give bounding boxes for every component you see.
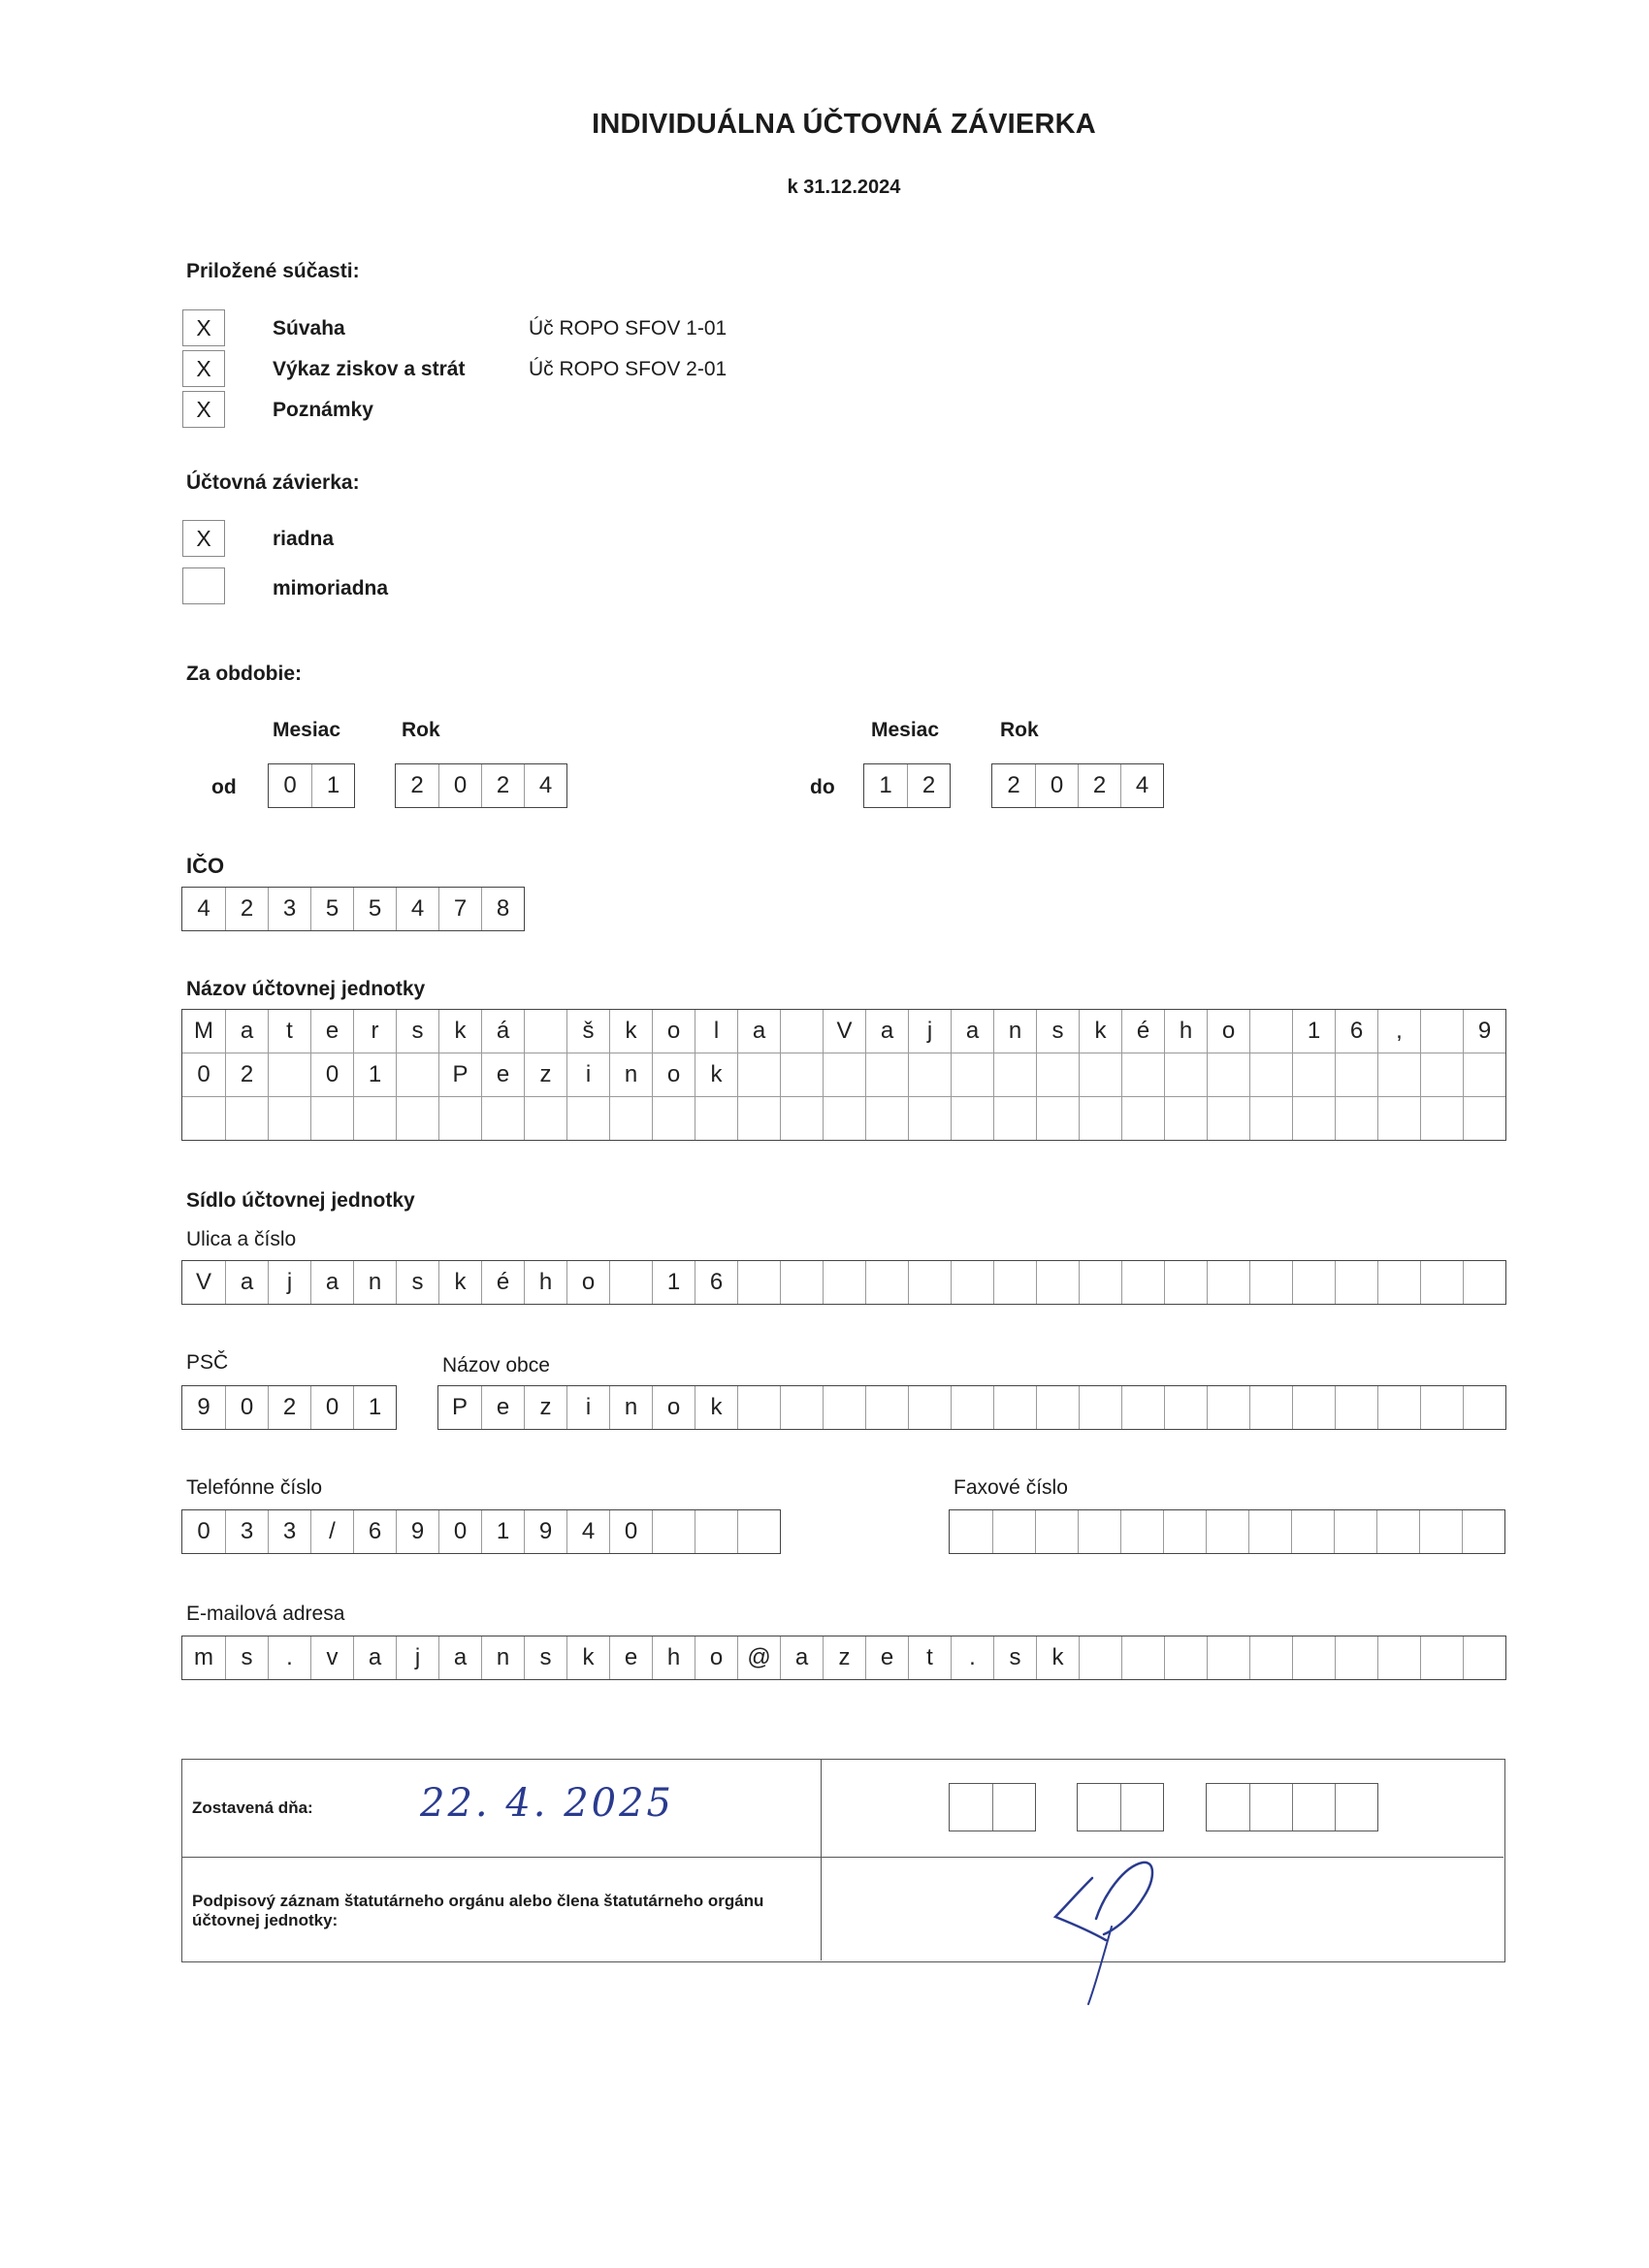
signature-divider [182, 1857, 1504, 1858]
char-cell [1463, 1636, 1505, 1679]
char-cell: @ [737, 1636, 780, 1679]
char-cell [1036, 1261, 1079, 1304]
label-mimoriadna: mimoriadna [273, 577, 389, 599]
char-cell: 3 [225, 1510, 268, 1553]
checkbox-riadna[interactable]: X [182, 520, 225, 557]
char-cell: e [310, 1010, 353, 1053]
char-cell [1079, 1261, 1121, 1304]
char-cell: k [609, 1010, 652, 1053]
char-cell: 0 [310, 1386, 353, 1429]
char-cell: 9 [1463, 1010, 1505, 1053]
char-cell [1376, 1510, 1419, 1553]
char-cell [1121, 1386, 1164, 1429]
char-cell: 8 [481, 888, 524, 930]
char-cell [1419, 1510, 1462, 1553]
char-cell: P [451, 1394, 468, 1420]
char-cell [1164, 1097, 1207, 1140]
char-cell [1335, 1053, 1377, 1096]
char-cell: . [951, 1636, 993, 1679]
char-cell [1121, 1261, 1164, 1304]
label-riadna: riadna [273, 528, 335, 550]
char-cell [1249, 1261, 1292, 1304]
char-cell: a [225, 1010, 268, 1053]
char-cell [1249, 1010, 1292, 1053]
char-cell: r [353, 1010, 396, 1053]
char-cell: 6 [1335, 1010, 1377, 1053]
char-cell [737, 1053, 780, 1096]
char-cell: 2 [481, 764, 524, 807]
char-cell [1207, 1636, 1249, 1679]
char-cell [780, 1386, 823, 1429]
char-cell: z [524, 1386, 566, 1429]
char-cell [823, 1097, 865, 1140]
char-cell [1163, 1510, 1206, 1553]
char-cell: M [194, 1018, 213, 1044]
char-cell: 0 [1035, 764, 1078, 807]
char-cell: k [438, 1261, 481, 1304]
to-month-label: Mesiac [871, 719, 940, 741]
entity-name-row [182, 1010, 1505, 1053]
char-cell [1207, 1386, 1249, 1429]
char-cell [438, 1097, 481, 1140]
date-month-boxes[interactable] [1077, 1783, 1164, 1831]
ico-label: IČO [186, 854, 225, 878]
char-cell: 0 [609, 1510, 652, 1553]
label-suvaha: Súvaha [273, 317, 345, 340]
char-cell: n [481, 1636, 524, 1679]
compiled-date-handwritten[interactable]: 22. 4. 2025 [420, 1781, 675, 1826]
char-cell: z [823, 1636, 865, 1679]
label-vykaz: Výkaz ziskov a strát [273, 358, 466, 380]
char-cell [1377, 1261, 1420, 1304]
street-input[interactable] [181, 1260, 1506, 1305]
char-cell [1121, 1097, 1164, 1140]
char-cell: 0 [197, 1061, 210, 1087]
char-cell [780, 1053, 823, 1096]
char-cell [182, 1097, 225, 1140]
char-cell [993, 1261, 1036, 1304]
char-cell: a [951, 1010, 993, 1053]
char-cell [481, 1097, 524, 1140]
char-cell [1164, 1261, 1207, 1304]
char-cell: 4 [197, 895, 210, 922]
char-cell: 1 [353, 1386, 396, 1429]
char-cell: h [1164, 1010, 1207, 1053]
char-cell: a [310, 1261, 353, 1304]
char-cell [1249, 1386, 1292, 1429]
char-cell [992, 1510, 1035, 1553]
phone-input[interactable] [181, 1509, 781, 1554]
char-cell [1335, 1636, 1377, 1679]
char-cell: 6 [695, 1261, 737, 1304]
char-cell: 2 [1078, 764, 1120, 807]
char-cell [695, 1510, 737, 1553]
char-cell [865, 1386, 908, 1429]
char-cell [823, 1386, 865, 1429]
from-label: od [211, 776, 237, 798]
char-cell [1420, 1386, 1463, 1429]
char-cell [524, 1010, 566, 1053]
char-cell [268, 1097, 310, 1140]
char-cell: 1 [652, 1261, 695, 1304]
char-cell [1079, 1097, 1121, 1140]
signature-column-divider [821, 1760, 822, 1960]
char-cell [1292, 1053, 1335, 1096]
char-cell: k [695, 1053, 737, 1096]
char-cell [225, 1097, 268, 1140]
char-cell: 6 [353, 1510, 396, 1553]
char-cell: k [1036, 1636, 1079, 1679]
to-year-input[interactable] [991, 763, 1164, 808]
closing-heading: Účtovná závierka: [186, 471, 360, 494]
char-cell [737, 1097, 780, 1140]
char-cell: e [609, 1636, 652, 1679]
char-cell [1420, 1010, 1463, 1053]
char-cell [1420, 1053, 1463, 1096]
char-cell: n [993, 1010, 1036, 1053]
code-vykaz: Úč ROPO SFOV 2-01 [529, 358, 728, 380]
char-cell [1079, 1386, 1121, 1429]
char-cell [652, 1097, 695, 1140]
char-cell [1335, 1097, 1377, 1140]
char-cell: 0 [438, 764, 481, 807]
char-cell [1377, 1386, 1420, 1429]
char-cell [908, 1097, 951, 1140]
char-cell [1420, 1097, 1463, 1140]
char-cell [1079, 1053, 1121, 1096]
char-cell [524, 1097, 566, 1140]
char-cell: a [225, 1261, 268, 1304]
phone-label: Telefónne číslo [186, 1476, 323, 1499]
char-cell: o [695, 1636, 737, 1679]
char-cell: a [865, 1010, 908, 1053]
from-year-input[interactable] [395, 763, 567, 808]
char-cell [1036, 1053, 1079, 1096]
char-cell: 3 [268, 1510, 310, 1553]
char-cell [1079, 1636, 1121, 1679]
char-cell [566, 1097, 609, 1140]
char-cell [1207, 1261, 1249, 1304]
char-cell [908, 1386, 951, 1429]
char-cell: s [993, 1636, 1036, 1679]
char-cell: 0 [310, 1053, 353, 1096]
char-cell: á [481, 1010, 524, 1053]
char-cell: 1 [353, 1053, 396, 1096]
entity-name-row [182, 1053, 1505, 1096]
char-cell: a [737, 1010, 780, 1053]
char-cell: l [695, 1010, 737, 1053]
char-cell [1292, 1097, 1335, 1140]
char-cell [1248, 1510, 1291, 1553]
fax-input[interactable] [949, 1509, 1505, 1554]
char-cell: é [1121, 1010, 1164, 1053]
char-cell: 9 [197, 1394, 210, 1420]
char-cell: 1 [879, 772, 892, 798]
char-cell [1121, 1053, 1164, 1096]
checkbox-vykaz[interactable]: X [182, 350, 225, 387]
char-cell [737, 1510, 780, 1553]
char-cell: a [780, 1636, 823, 1679]
char-cell: 4 [566, 1510, 609, 1553]
label-poznamky: Poznámky [273, 399, 373, 421]
char-cell [1463, 1097, 1505, 1140]
char-cell: o [652, 1053, 695, 1096]
char-cell [780, 1010, 823, 1053]
char-cell: 9 [524, 1510, 566, 1553]
char-cell [951, 1053, 993, 1096]
char-cell [951, 1261, 993, 1304]
char-cell [780, 1097, 823, 1140]
char-cell [1292, 1261, 1335, 1304]
to-year-label: Rok [1000, 719, 1039, 741]
char-cell: 7 [438, 888, 481, 930]
char-cell [865, 1053, 908, 1096]
checkbox-poznamky[interactable]: X [182, 391, 225, 428]
checkbox-suvaha[interactable]: X [182, 309, 225, 346]
char-cell [353, 1097, 396, 1140]
char-cell [1207, 1097, 1249, 1140]
char-cell: 1 [481, 1510, 524, 1553]
char-cell: t [268, 1010, 310, 1053]
char-cell: 0 [225, 1386, 268, 1429]
char-cell [1036, 1386, 1079, 1429]
char-cell [1249, 1097, 1292, 1140]
char-cell: i [566, 1386, 609, 1429]
char-cell [268, 1053, 310, 1096]
char-cell [1462, 1510, 1504, 1553]
char-cell [652, 1510, 695, 1553]
char-cell: V [195, 1269, 211, 1295]
char-cell: 0 [438, 1510, 481, 1553]
char-cell: 9 [396, 1510, 438, 1553]
char-cell: š [566, 1010, 609, 1053]
city-label: Názov obce [442, 1354, 550, 1377]
char-cell: m [194, 1644, 213, 1670]
document-title: INDIVIDUÁLNA ÚČTOVNÁ ZÁVIERKA [592, 109, 1096, 140]
char-cell: 5 [310, 888, 353, 930]
char-cell: e [481, 1386, 524, 1429]
char-cell: i [566, 1053, 609, 1096]
char-cell: s [396, 1010, 438, 1053]
signature-image [1036, 1857, 1191, 2012]
char-cell [1377, 1097, 1420, 1140]
signature-label: Podpisový záznam štatutárneho orgánu alebo člena štatutárneho orgánu účtovnej jednotky: [192, 1892, 764, 1929]
document-date: k 31.12.2024 [787, 177, 901, 198]
from-year-label: Rok [402, 719, 440, 741]
char-cell: , [1377, 1010, 1420, 1053]
char-cell: e [865, 1636, 908, 1679]
ico-input[interactable] [181, 887, 525, 931]
char-cell [1164, 1053, 1207, 1096]
char-cell [1335, 1386, 1377, 1429]
date-day-boxes[interactable] [949, 1783, 1036, 1831]
char-cell: 0 [197, 1518, 210, 1544]
char-cell [1334, 1510, 1376, 1553]
char-cell [396, 1097, 438, 1140]
char-cell: z [524, 1053, 566, 1096]
char-cell [993, 1097, 1036, 1140]
char-cell: o [652, 1386, 695, 1429]
street-label: Ulica a číslo [186, 1228, 297, 1250]
char-cell: 0 [283, 772, 297, 798]
char-cell: n [609, 1386, 652, 1429]
char-cell [310, 1097, 353, 1140]
char-cell: o [652, 1010, 695, 1053]
to-label: do [810, 776, 835, 798]
char-cell [823, 1053, 865, 1096]
char-cell: V [823, 1010, 865, 1053]
char-cell [1420, 1636, 1463, 1679]
char-cell [1463, 1261, 1505, 1304]
char-cell: h [524, 1261, 566, 1304]
char-cell: 1 [1292, 1010, 1335, 1053]
char-cell [1377, 1636, 1420, 1679]
psc-label: PSČ [186, 1351, 229, 1374]
char-cell [1121, 1636, 1164, 1679]
char-cell: j [908, 1010, 951, 1053]
char-cell: j [396, 1636, 438, 1679]
char-cell [737, 1386, 780, 1429]
char-cell [1335, 1261, 1377, 1304]
char-cell: 4 [524, 764, 566, 807]
char-cell [908, 1053, 951, 1096]
char-cell: a [353, 1636, 396, 1679]
char-cell [1078, 1510, 1120, 1553]
char-cell: o [1207, 1010, 1249, 1053]
char-cell: k [1079, 1010, 1121, 1053]
char-cell: 2 [410, 772, 424, 798]
char-cell: k [695, 1386, 737, 1429]
char-cell [951, 1386, 993, 1429]
char-cell [1249, 1053, 1292, 1096]
char-cell: é [481, 1261, 524, 1304]
char-cell [993, 1053, 1036, 1096]
code-suvaha: Úč ROPO SFOV 1-01 [529, 317, 728, 340]
attached-heading: Priložené súčasti: [186, 260, 360, 282]
city-input[interactable] [437, 1385, 1506, 1430]
char-cell: k [438, 1010, 481, 1053]
char-cell [1292, 1386, 1335, 1429]
char-cell [780, 1261, 823, 1304]
char-cell [1207, 1053, 1249, 1096]
char-cell [1463, 1386, 1505, 1429]
char-cell [865, 1097, 908, 1140]
char-cell [1463, 1053, 1505, 1096]
entity-name-input[interactable] [181, 1009, 1506, 1141]
char-cell: k [566, 1636, 609, 1679]
char-cell [908, 1261, 951, 1304]
entity-name-row [182, 1096, 1505, 1140]
from-month-label: Mesiac [273, 719, 341, 741]
from-month-input[interactable] [268, 763, 355, 808]
char-cell [1120, 1510, 1163, 1553]
char-cell: . [268, 1636, 310, 1679]
char-cell [1249, 1636, 1292, 1679]
char-cell [1291, 1510, 1334, 1553]
char-cell [1292, 1636, 1335, 1679]
char-cell: 2 [225, 888, 268, 930]
char-cell [737, 1261, 780, 1304]
char-cell [1206, 1510, 1248, 1553]
char-cell: n [609, 1053, 652, 1096]
char-cell [396, 1053, 438, 1096]
char-cell: o [566, 1261, 609, 1304]
seat-label: Sídlo účtovnej jednotky [186, 1189, 415, 1212]
char-cell [1164, 1386, 1207, 1429]
char-cell: 1 [311, 764, 354, 807]
to-month-input[interactable] [863, 763, 951, 808]
char-cell: P [438, 1053, 481, 1096]
char-cell [1164, 1636, 1207, 1679]
char-cell: j [268, 1261, 310, 1304]
fax-label: Faxové číslo [954, 1476, 1068, 1499]
char-cell [1035, 1510, 1078, 1553]
char-cell: s [524, 1636, 566, 1679]
char-cell: s [225, 1636, 268, 1679]
char-cell [993, 1386, 1036, 1429]
char-cell: 2 [1007, 772, 1020, 798]
char-cell: 2 [907, 764, 950, 807]
char-cell: s [1036, 1010, 1079, 1053]
char-cell [695, 1097, 737, 1140]
char-cell [951, 1097, 993, 1140]
char-cell: 2 [225, 1053, 268, 1096]
char-cell: 3 [268, 888, 310, 930]
char-cell: h [652, 1636, 695, 1679]
email-label: E-mailová adresa [186, 1603, 345, 1625]
char-cell: 2 [268, 1386, 310, 1429]
psc-input[interactable] [181, 1385, 397, 1430]
char-cell [1420, 1261, 1463, 1304]
compiled-label: Zostavená dňa: [192, 1798, 313, 1817]
char-cell [609, 1261, 652, 1304]
char-cell [865, 1261, 908, 1304]
char-cell: s [396, 1261, 438, 1304]
char-cell [1036, 1097, 1079, 1140]
char-cell [1377, 1053, 1420, 1096]
char-cell: / [310, 1510, 353, 1553]
char-cell: 4 [1120, 764, 1163, 807]
char-cell [823, 1261, 865, 1304]
checkbox-mimoriadna[interactable] [182, 567, 225, 604]
char-cell: t [908, 1636, 951, 1679]
char-cell: n [353, 1261, 396, 1304]
char-cell: v [310, 1636, 353, 1679]
char-cell: a [438, 1636, 481, 1679]
char-cell: 5 [353, 888, 396, 930]
signature-block [181, 1759, 1505, 1962]
char-cell: e [481, 1053, 524, 1096]
entity-name-label: Názov účtovnej jednotky [186, 978, 426, 1000]
email-input[interactable] [181, 1636, 1506, 1680]
period-heading: Za obdobie: [186, 663, 302, 685]
char-cell: 4 [396, 888, 438, 930]
char-cell [609, 1097, 652, 1140]
date-year-boxes[interactable] [1206, 1783, 1378, 1831]
char-cell [950, 1510, 992, 1553]
